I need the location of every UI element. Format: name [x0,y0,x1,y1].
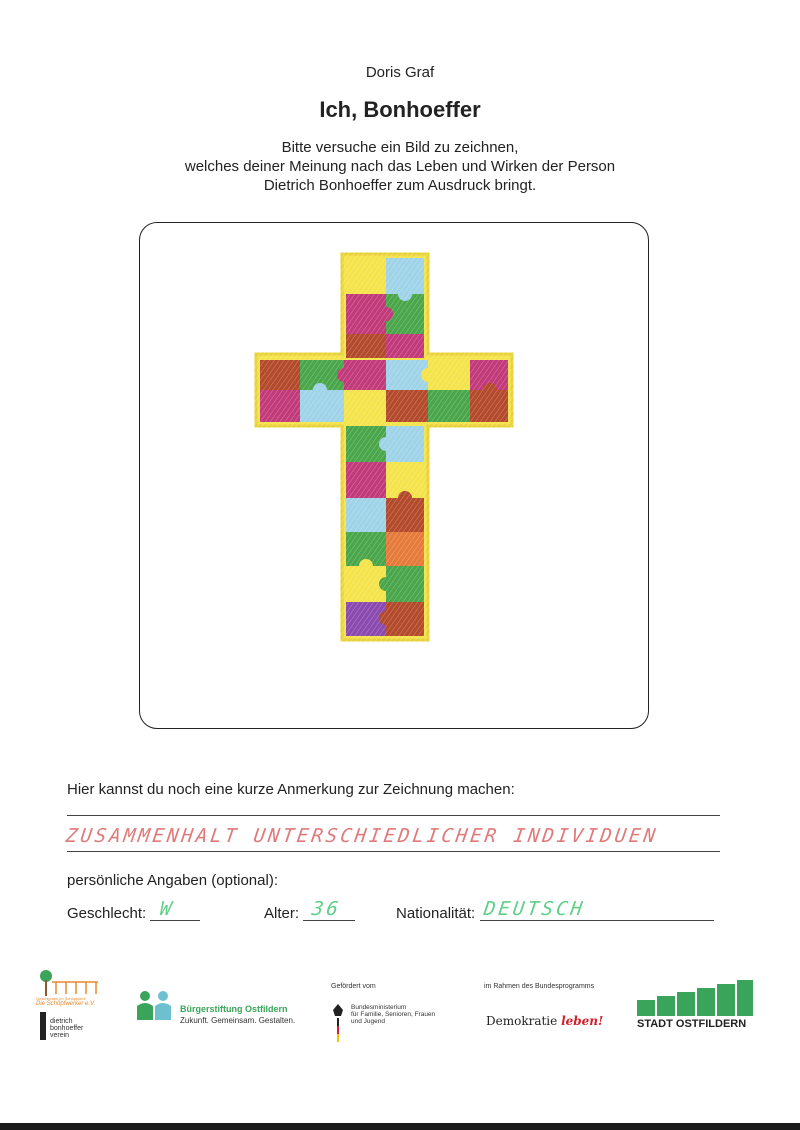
schoepfwerker-name: Die Schöpfwerker e.V. [36,1001,96,1007]
gefoerdert-label: Gefördert vom [331,983,376,990]
gender-label: Geschlecht: [67,905,147,922]
nationality-line [480,920,714,921]
personal-heading: persönliche Angaben (optional): [67,872,278,889]
federal-eagle-icon [331,1002,345,1042]
bonhoeffer-line-3: verein [50,1032,70,1039]
puzzle-cross-drawing [250,248,520,643]
leben-word: leben! [561,1014,604,1028]
demokratie-label [486,1014,603,1028]
ministry-line-1: Bundesministerium [351,1004,407,1011]
bundesprogramm-label: im Rahmen des Bundesprogramms [484,983,595,990]
ministry-line-3: und Jugend [351,1018,385,1025]
buergerstiftung-title: Bürgerstiftung Ostfildern [180,1004,288,1014]
age-value[interactable]: 36 [310,898,343,920]
tree-icon [36,968,106,998]
comment-line-1 [67,815,720,816]
ministry-line-2: für Familie, Senioren, Frauen [351,1011,436,1018]
nationality-value[interactable]: DEUTSCH [482,898,587,920]
schoepfwerker-small: Geschichten im Schöpfwerk [36,996,86,1001]
age-line [303,920,355,921]
instruction-line-2: welches deiner Meinung nach das Leben und Wirken der Person [184,158,616,175]
instruction-line-3: Dietrich Bonhoeffer zum Ausdruck bringt. [263,177,537,194]
bonhoeffer-line-2: bonhoeffer [50,1025,84,1032]
gender-line [150,920,200,921]
comment-answer[interactable]: ZUSAMMENHALT UNTERSCHIEDLICHER INDIVIDUEN [64,825,660,847]
bonhoeffer-bar-icon [40,1012,46,1040]
nationality-label: Nationalität: [396,905,476,922]
comment-prompt: Hier kannst du noch eine kurze Anmerkung zur Zeichnung machen: [67,781,515,798]
stadt-ostfildern-label: STADT OSTFILDERN [637,1018,747,1030]
bonhoeffer-verein-logo [40,1012,110,1042]
instruction-line-1: Bitte versuche ein Bild zu zeichnen, [281,139,519,156]
author-name: Doris Graf [365,64,435,81]
age-label: Alter: [264,905,300,922]
bonhoeffer-line-1: dietrich [50,1018,73,1025]
stadt-ostfildern-bars-icon [637,980,753,1016]
demokratie-word: Demokratie [486,1014,558,1028]
schoepfwerker-logo [36,968,106,1008]
buergerstiftung-sub: Zukunft. Gemeinsam. Gestalten. [180,1016,296,1025]
scan-edge [0,1123,800,1130]
gender-value[interactable]: W [158,898,176,920]
page-title: Ich, Bonhoeffer [319,97,481,122]
buergerstiftung-icon [135,990,173,1024]
comment-line-2 [67,851,720,852]
